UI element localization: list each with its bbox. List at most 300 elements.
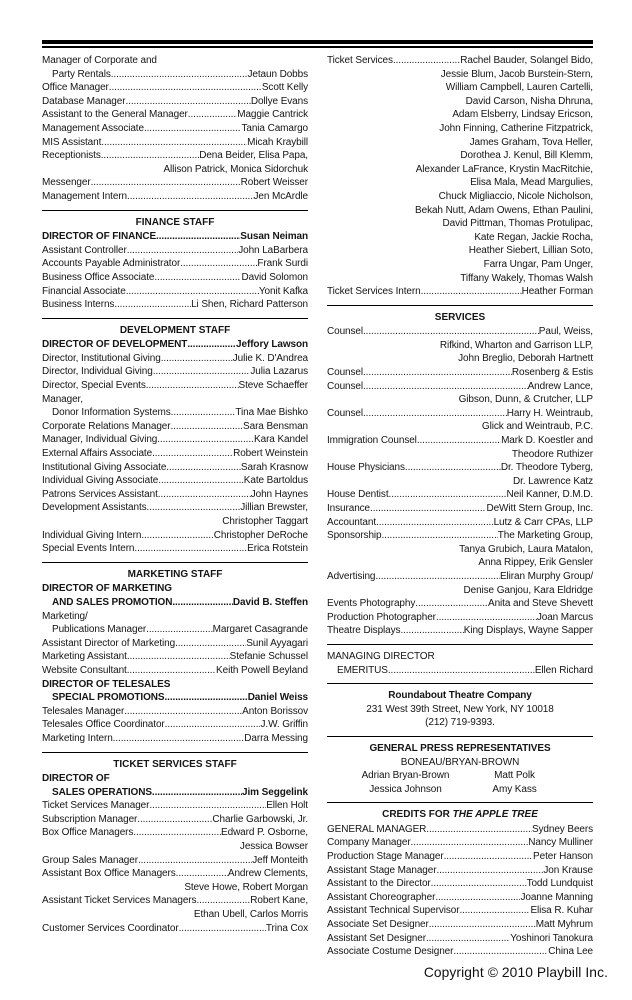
- staff-entry: [42, 393, 308, 420]
- entry-value: Robert Weisser: [240, 177, 308, 189]
- entry-row: [327, 932, 593, 946]
- entry-label: Business Interns: [42, 299, 115, 311]
- entry-value: John Haynes: [250, 488, 308, 500]
- entry-row: [327, 664, 593, 678]
- top-double-rule: [42, 40, 593, 48]
- entry-continuation: Anna Rippey, Erik Gensler: [478, 557, 593, 569]
- entry-row: [42, 136, 308, 150]
- entry-value: Kara Kandel: [254, 434, 308, 446]
- entry-label: Assistant to the General Manager: [42, 109, 188, 121]
- section-section: [327, 808, 593, 959]
- entry-label: Assistant Ticket Services Managers: [42, 895, 197, 907]
- entry-value: J.W. Griffin: [260, 719, 308, 731]
- entry-continuation: Jessica Bowser: [239, 841, 308, 853]
- entry-label: Party Rentals: [52, 68, 111, 80]
- entry-label-line: Manager,: [42, 393, 83, 405]
- entry-label: Publications Manager: [52, 624, 147, 636]
- entry-label: Individual Giving Intern: [42, 529, 142, 541]
- entry-label: Ticket Services Intern: [327, 286, 421, 298]
- press-rep-name: Adrian Bryan-Brown: [361, 770, 450, 782]
- entry-value: DeWitt Stern Group, Inc.: [486, 503, 593, 514]
- entry-continuation: Farra Ungar, Pam Unger,: [483, 258, 593, 270]
- entry-continuation: Dorothea J. Kenul, Bill Klemm,: [460, 150, 593, 162]
- entry-row: [42, 230, 308, 244]
- entry-continuation: William Campbell, Lauren Cartelli,: [445, 82, 593, 94]
- leader-dots: [426, 932, 510, 946]
- entry-value: Kate Bartoldus: [243, 475, 308, 487]
- staff-entry: [42, 894, 308, 921]
- entry-label: Special Events Intern: [42, 543, 135, 555]
- entry-continuation: Gibson, Dunn, & Crutcher, LLP: [458, 394, 593, 406]
- staff-entry: [42, 190, 308, 204]
- entry-row: [327, 945, 593, 959]
- entry-label: Production Stage Manager: [327, 851, 444, 863]
- section-development-staff: [42, 324, 308, 556]
- entry-value: Julie K. D'Andrea: [232, 352, 308, 364]
- entry-value: Yonit Kafka: [258, 285, 308, 297]
- entry-row: [42, 81, 308, 95]
- entry-value: Paul, Weiss,: [538, 326, 593, 338]
- entry-value: Ellen Holt: [266, 800, 308, 812]
- entry-label: Individual Giving Associate: [42, 475, 159, 487]
- entry-label: Assistant to the Director: [327, 878, 431, 890]
- entry-continuation: Bekah Nutt, Adam Owens, Ethan Paulini,: [415, 204, 593, 216]
- entry-value: Andrew Lance,: [527, 380, 593, 392]
- entry-row: [327, 366, 593, 380]
- entry-row: [42, 542, 308, 556]
- leader-dots: [435, 891, 520, 905]
- entry-value: Margaret Casagrande: [212, 624, 308, 636]
- right-column: [327, 54, 593, 959]
- two-column-layout: [42, 54, 593, 959]
- leader-dots: [436, 611, 537, 625]
- entry-row: [42, 799, 308, 813]
- entry-value: Susan Neiman: [240, 231, 308, 243]
- entry-value: Andrew Clements,: [227, 868, 308, 880]
- section-divider: [42, 562, 308, 563]
- section-header: MARKETING STAFF: [127, 568, 223, 580]
- entry-label: Box Office Managers: [42, 827, 134, 839]
- leader-dots: [179, 922, 266, 936]
- entry-label: Management Intern: [42, 190, 128, 202]
- leader-dots: [146, 623, 212, 637]
- staff-entry: [42, 95, 308, 109]
- entry-value: Dollye Evans: [250, 95, 308, 107]
- entry-label: Director, Institutional Giving: [42, 352, 161, 364]
- entry-value: Matt Myhrum: [535, 919, 593, 931]
- leader-dots: [157, 433, 254, 447]
- entry-label: Ticket Services: [327, 55, 393, 66]
- entry-row: [42, 854, 308, 868]
- staff-entry: [327, 516, 593, 530]
- staff-entry: [42, 542, 308, 556]
- entry-row: [327, 823, 593, 837]
- entry-label: Assistant Choreographer: [327, 891, 436, 903]
- leader-dots: [156, 230, 240, 244]
- leader-dots: [393, 54, 460, 68]
- leader-dots: [147, 501, 241, 515]
- staff-entry: [42, 365, 308, 379]
- centered-line: GENERAL PRESS REPRESENTATIVES: [369, 742, 551, 754]
- staff-entry: [327, 461, 593, 488]
- centered-line: BONEAU/BRYAN-BROWN: [400, 756, 520, 768]
- leader-dots: [429, 918, 536, 932]
- leader-dots: [133, 826, 221, 840]
- entry-row: [42, 501, 308, 515]
- entry-value: China Lee: [548, 946, 593, 958]
- leader-dots: [405, 461, 501, 475]
- staff-entry: [42, 854, 308, 868]
- leader-dots: [124, 705, 242, 719]
- entry-label: Ticket Services Manager: [42, 800, 150, 812]
- section-ticket-services-staff: [42, 758, 308, 936]
- entry-row: [327, 407, 593, 421]
- entry-label: Counsel: [327, 367, 363, 379]
- staff-entry: [42, 461, 308, 475]
- entry-continuation: John Breglio, Deborah Hartnett: [458, 353, 593, 365]
- staff-entry: [42, 813, 308, 827]
- staff-entry: [42, 285, 308, 299]
- entry-label: AND SALES PROMOTION: [52, 596, 173, 608]
- entry-row: [42, 718, 308, 732]
- entry-label: Website Consultant: [42, 664, 127, 676]
- staff-entry: [327, 434, 593, 461]
- section-marketing-staff: [42, 568, 308, 746]
- entry-row: [42, 68, 308, 82]
- entry-row: [42, 461, 308, 475]
- entry-label: Telesales Manager: [42, 705, 125, 717]
- entry-row: [42, 922, 308, 936]
- press-rep-name: Jessica Johnson: [369, 783, 442, 795]
- leader-dots: [137, 813, 212, 827]
- entry-value: Keith Powell Beyland: [216, 664, 308, 676]
- leader-dots: [109, 81, 262, 95]
- entry-label: Management Associate: [42, 122, 144, 134]
- entry-row: [327, 516, 593, 530]
- entry-label: Marketing Assistant: [42, 651, 127, 663]
- entry-value: Edward P. Osborne,: [221, 827, 308, 839]
- leader-dots: [164, 691, 247, 705]
- entry-label: Office Manager: [42, 82, 109, 94]
- entry-value: Daniel Weiss: [247, 692, 308, 704]
- leader-dots: [453, 945, 548, 959]
- staff-entry: [42, 705, 308, 719]
- leader-dots: [389, 488, 507, 502]
- staff-entry: [42, 732, 308, 746]
- entry-row: [327, 836, 593, 850]
- leader-dots: [171, 406, 236, 420]
- entry-value: Neil Kanner, D.M.D.: [506, 489, 593, 501]
- section-header: DEVELOPMENT STAFF: [119, 324, 231, 336]
- entry-value: Li Shen, Richard Patterson: [191, 299, 308, 311]
- entry-value: Scott Kelly: [261, 82, 308, 94]
- entry-value: Ellen Richard: [534, 664, 593, 676]
- entry-value: Rosenberg & Estis: [511, 367, 593, 379]
- entry-value: Jillian Brewster,: [240, 502, 308, 514]
- leader-dots: [114, 298, 191, 312]
- leader-dots: [363, 366, 512, 380]
- entry-value: Tania Camargo: [241, 122, 308, 134]
- entry-value: Jeff Monteith: [252, 854, 308, 866]
- staff-entry: [327, 597, 593, 611]
- entry-value: Heather Forman: [521, 286, 593, 298]
- entry-value: Peter Hanson: [533, 851, 593, 863]
- staff-entry: [42, 637, 308, 651]
- entry-label: Immigration Counsel: [327, 435, 417, 447]
- entry-continuation: Dr. Lawrence Katz: [512, 475, 593, 487]
- leader-dots: [141, 529, 213, 543]
- entry-label: Assistant Controller: [42, 244, 127, 256]
- entry-continuation: Ethan Ubell, Carlos Morris: [193, 909, 308, 921]
- entry-row: [42, 705, 308, 719]
- entry-label-line: Manager of Corporate and: [42, 55, 157, 66]
- staff-entry: [327, 407, 593, 434]
- entry-row: [42, 420, 308, 434]
- staff-entry: [327, 502, 593, 516]
- staff-entry: [327, 836, 593, 850]
- entry-label-line: DIRECTOR OF: [42, 773, 110, 785]
- entry-row: [42, 149, 308, 163]
- entry-row: [327, 597, 593, 611]
- entry-row: [42, 813, 308, 827]
- entry-value: Frank Surdi: [257, 258, 308, 270]
- staff-entry: [42, 54, 308, 81]
- entry-value: Sunil Ayyagari: [246, 637, 308, 649]
- leader-dots: [125, 95, 250, 109]
- staff-entry: [42, 718, 308, 732]
- leader-dots: [459, 904, 530, 918]
- entry-row: [327, 864, 593, 878]
- left-column: [42, 54, 308, 959]
- entry-label: Counsel: [327, 407, 363, 419]
- entry-value: Micah Kraybill: [247, 136, 308, 148]
- section-divider: [42, 752, 308, 753]
- staff-entry: [327, 864, 593, 878]
- entry-value: Harry H. Weintraub,: [506, 407, 593, 419]
- entry-label: Accountant: [327, 516, 377, 528]
- leader-dots: [444, 850, 533, 864]
- entry-value: Rachel Bauder, Solangel Bido,: [460, 55, 593, 66]
- entry-row: [42, 338, 308, 352]
- entry-row: [327, 850, 593, 864]
- entry-label: MIS Assistant: [42, 136, 102, 148]
- entry-label-line: MANAGING DIRECTOR: [327, 650, 435, 662]
- entry-label: Customer Services Coordinator: [42, 922, 179, 934]
- entry-continuation: Elisa Mala, Mead Margulies,: [470, 177, 593, 189]
- section-divider: [42, 210, 308, 211]
- entry-value: Jen McArdle: [253, 190, 308, 202]
- leader-dots: [154, 271, 241, 285]
- entry-row: [327, 570, 593, 584]
- entry-value: Elisa R. Kuhar: [530, 905, 593, 917]
- entry-row: [42, 190, 308, 204]
- entry-row: [327, 877, 593, 891]
- staff-entry: [327, 918, 593, 932]
- entry-label: Assistant Stage Manager: [327, 864, 437, 876]
- entry-label: Telesales Office Coordinator: [42, 719, 165, 731]
- entry-value: Jim Seggelink: [242, 786, 308, 798]
- staff-entry: [42, 257, 308, 271]
- staff-entry: [42, 474, 308, 488]
- entry-row: [327, 529, 593, 543]
- entry-value: Tina Mae Bishko: [235, 407, 308, 419]
- staff-entry: [42, 650, 308, 664]
- entry-continuation: Heather Siebert, Lillian Soto,: [468, 245, 593, 257]
- leader-dots: [161, 352, 233, 366]
- entry-label: Director, Individual Giving: [42, 366, 153, 378]
- entry-row: [42, 257, 308, 271]
- entry-label: Messenger: [42, 177, 91, 189]
- entry-row: [327, 54, 593, 68]
- entry-continuation: James Graham, Tova Heller,: [469, 136, 593, 148]
- entry-value: Trina Cox: [265, 922, 308, 934]
- entry-value: Nancy Mulliner: [528, 837, 593, 849]
- entry-row: [42, 108, 308, 122]
- entry-value: Jon Krause: [543, 864, 593, 876]
- staff-entry: [42, 81, 308, 95]
- entry-value: Sarah Krasnow: [240, 461, 308, 473]
- entry-label: Theatre Displays: [327, 625, 401, 637]
- entry-value: Joanne Manning: [520, 891, 593, 903]
- leader-dots: [176, 867, 228, 881]
- entry-label: SPECIAL PROMOTIONS: [52, 692, 165, 704]
- entry-label: External Affairs Associate: [42, 448, 153, 460]
- entry-value: Eliran Murphy Group/: [499, 570, 593, 582]
- entry-continuation: Chuck Migliaccio, Nicole Nicholson,: [438, 190, 593, 202]
- section-divider: [327, 736, 593, 737]
- entry-continuation: John Finning, Catherine Fitzpatrick,: [439, 122, 593, 134]
- staff-entry: [42, 867, 308, 894]
- entry-row: [42, 637, 308, 651]
- entry-label: Advertising: [327, 570, 376, 582]
- entry-continuation: Kate Regan, Jackie Rocha,: [474, 231, 593, 243]
- entry-row: [327, 611, 593, 625]
- entry-label: DIRECTOR OF FINANCE: [42, 231, 157, 243]
- leader-dots: [111, 68, 248, 82]
- centered-line: (212) 719-9393.: [425, 717, 495, 729]
- staff-entry: [42, 664, 308, 678]
- entry-value: Robert Kane,: [250, 895, 308, 907]
- leader-dots: [376, 516, 494, 530]
- copyright-line: Copyright © 2010 Playbill Inc.: [423, 965, 608, 980]
- section-section: [327, 54, 593, 299]
- entry-label: Insurance: [327, 503, 371, 514]
- staff-entry: [42, 529, 308, 543]
- leader-dots: [138, 854, 252, 868]
- staff-entry: [42, 501, 308, 528]
- staff-entry: [327, 325, 593, 366]
- staff-entry: [42, 678, 308, 705]
- section-services: [327, 311, 593, 638]
- leader-dots: [101, 149, 199, 163]
- entry-value: Sara Bensman: [243, 420, 308, 432]
- section-divider: [327, 683, 593, 684]
- leader-dots: [170, 420, 243, 434]
- section-section: [327, 689, 593, 730]
- entry-row: [42, 664, 308, 678]
- entry-value: Sydney Beers: [531, 823, 593, 835]
- entry-label: Development Assistants: [42, 502, 147, 514]
- entry-label: Group Sales Manager: [42, 854, 138, 866]
- entry-value: Christopher DeRoche: [213, 529, 308, 541]
- entry-label-line: DIRECTOR OF TELESALES: [42, 678, 171, 690]
- staff-entry: [42, 271, 308, 285]
- staff-entry: [42, 433, 308, 447]
- entry-label: GENERAL MANAGER: [327, 823, 427, 835]
- entry-value: The Marketing Group,: [497, 530, 593, 542]
- leader-dots: [134, 542, 247, 556]
- entry-row: [42, 298, 308, 312]
- leader-dots: [101, 136, 247, 150]
- staff-entry: [327, 488, 593, 502]
- section-finance-staff: [42, 216, 308, 312]
- entry-row: [42, 122, 308, 136]
- staff-entry: [42, 488, 308, 502]
- entry-value: David Solomon: [241, 271, 308, 283]
- staff-entry: [42, 826, 308, 853]
- entry-value: Stefanie Schussel: [229, 651, 308, 663]
- leader-dots: [382, 529, 498, 543]
- leader-dots: [375, 570, 500, 584]
- entry-row: [42, 691, 308, 705]
- entry-label: House Physicians: [327, 462, 405, 474]
- section-section: [42, 54, 308, 204]
- staff-entry: [42, 420, 308, 434]
- entry-value: Joan Marcus: [536, 611, 593, 623]
- entry-row: [42, 623, 308, 637]
- entry-value: Steve Schaeffer: [238, 380, 308, 392]
- entry-continuation: Steve Howe, Robert Morgan: [184, 881, 308, 893]
- leader-dots: [421, 285, 522, 299]
- entry-value: Charlie Garbowski, Jr.: [212, 813, 308, 825]
- leader-dots: [411, 836, 529, 850]
- entry-value: Dr. Theodore Tyberg,: [500, 462, 593, 474]
- entry-continuation: Glick and Weintraub, P.C.: [481, 421, 593, 433]
- entry-row: [42, 786, 308, 800]
- entry-label: Assistant Technical Supervisor: [327, 905, 460, 917]
- staff-entry: [42, 352, 308, 366]
- section-header: TICKET SERVICES STAFF: [113, 758, 237, 770]
- leader-dots: [180, 257, 257, 271]
- entry-row: [327, 285, 593, 299]
- entry-row: [42, 379, 308, 393]
- entry-value: Julia Lazarus: [250, 366, 308, 378]
- leader-dots: [149, 799, 266, 813]
- entry-label: House Dentist: [327, 489, 389, 501]
- entry-label: Donor Information Systems: [52, 407, 171, 419]
- staff-entry: [327, 904, 593, 918]
- leader-dots: [144, 122, 242, 136]
- entry-continuation: Tiffany Wakely, Thomas Walsh: [460, 272, 593, 284]
- entry-row: [327, 488, 593, 502]
- leader-dots: [166, 461, 241, 475]
- leader-dots: [388, 664, 535, 678]
- entry-label: Production Photographer: [327, 611, 436, 623]
- entry-row: [327, 624, 593, 638]
- entry-row: [42, 488, 308, 502]
- leader-dots: [165, 718, 261, 732]
- leader-dots: [363, 325, 539, 339]
- entry-row: [327, 325, 593, 339]
- entry-label: Associate Set Designer: [327, 919, 429, 931]
- entry-value: Yoshinori Tanokura: [510, 932, 593, 944]
- entry-value: King Displays, Wayne Sapper: [463, 625, 593, 637]
- press-rep-name: Matt Polk: [494, 770, 535, 782]
- entry-label: EMERITUS: [337, 664, 388, 676]
- section-divider: [42, 318, 308, 319]
- entry-row: [42, 176, 308, 190]
- staff-entry: [327, 285, 593, 299]
